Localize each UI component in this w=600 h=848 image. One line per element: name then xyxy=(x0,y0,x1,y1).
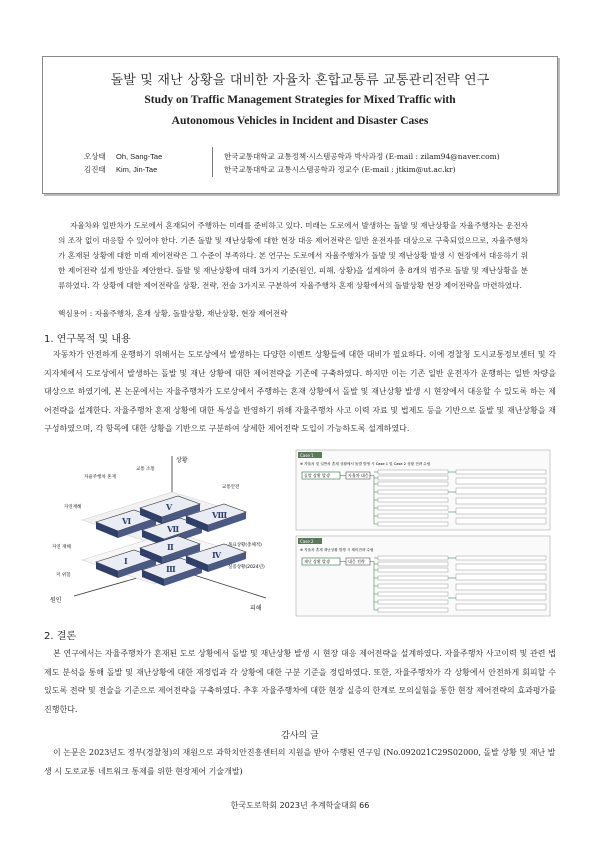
label-safety: 교통안전 xyxy=(222,485,240,490)
axis-situation-label: 상황 xyxy=(176,457,188,464)
axis-damage-label: 피해 xyxy=(250,605,262,612)
case-b-label: Case 2 xyxy=(300,539,314,544)
section-2-heading: 2. 결론 xyxy=(44,631,77,642)
block-5-label: Ⅴ xyxy=(166,502,173,512)
lower-blocks xyxy=(96,536,246,586)
block-8-label: Ⅷ xyxy=(212,510,228,520)
case-b-desc: ※ 자율차 혼재 재난상황 발생 시 제어전략 수립 xyxy=(300,548,374,552)
label-impl: 실증상황(2024년) xyxy=(228,565,265,570)
axis-cause-label: 원인 xyxy=(50,597,62,604)
strategy-flow-figure xyxy=(294,448,552,618)
author-2-name-ko: 김진태 xyxy=(84,165,106,174)
author-divider xyxy=(212,147,213,177)
classification-cube-figure xyxy=(44,448,284,618)
author-1-affiliation: 한국교통대학교 교통정책·시스템공학과 박사과정 (E-mail : zilam94@naver.com) xyxy=(224,152,500,161)
paper-title-korean: 돌발 및 재난 상황을 대비한 자율차 혼합교통류 교통관리전략 연구 xyxy=(110,73,490,88)
section-2-text: 본 연구에서는 자율주행차가 혼재된 도로 상황에서 돌발 및 재난상황 발생 시 현장 대응 제어전략을 설계하였다. 자율주행차 사고이력 및 관련 법제도 분석을 통해 돌발 및 재난상황에 대한 재정립과 각 상황에 대한 구분 기준을 정립하였다. 또한, 자율주행차가 각 상황에서 안전하게 회피할 수 있도록 전략 및 전술을 기준으로 제어전략을 구축하였다. 추후 자율주행차에 대한 현장 실증의 한계로 모의실험을 통한 현장 제어전략의 효과평가를 진행한다. xyxy=(44,649,556,714)
author-2-affiliation: 한국교통대학교 교통시스템공학과 정교수 (E-mail : jtkim@ut.ac.kr) xyxy=(224,165,456,174)
block-4-label: Ⅳ xyxy=(212,550,222,560)
page-footer: 한국도로학회 2023년 추계학술대회 66 xyxy=(230,801,370,810)
section-2-body xyxy=(44,645,556,719)
node-a2-label: 자율차 대응 xyxy=(348,473,369,478)
case-a-label: Case 1 xyxy=(300,453,314,458)
block-2-label: Ⅱ xyxy=(167,542,174,552)
label-autonomy: 자율주행차 혼재 xyxy=(84,475,116,480)
block-7-label: Ⅶ xyxy=(167,524,180,534)
section-1-heading: 1. 연구목적 및 내용 xyxy=(44,334,131,345)
abstract-text: 자율차와 일반차가 도로에서 혼재되어 주행하는 미래를 준비하고 있다. 미래는 도로에서 발생하는 돌발 및 재난상황을 자율주행차는 운전자의 조작 없이 대응할 수 있어야 한다. 기존 돌발 및 재난상황에 대한 현장 대응 제어전략은 일반 운전자를 대상으로 구축되었으므로, 자율주행차가 혼재된 상황에 대한 미래 제어전략은 그 수준이 부족하다. 본 연구는 도로에서 자율주행차가 돌발 및 재난상황 발생 시 현장에서 대응하기 위한 제어전략 설계 방안을 제안한다. 돌발 및 재난상황에 대해 3가지 기준(원인, 피해, 상황)을 설계하여 총 8개의 범주로 돌발 및 재난상황을 분류하였다. 각 상황에 대한 제어전략을 상황, 전략, 전술 3가지로 구분하여 자율주행차 혼재 상황에서의 돌발상황 현장 제어전략을 마련하였다. xyxy=(58,221,528,290)
abstract xyxy=(58,218,528,293)
paper-title-english-line1: Study on Traffic Management Strategies for Mixed Traffic with xyxy=(144,94,456,106)
acknowledgement-heading: 감사의 글 xyxy=(281,731,319,741)
author-2-name-en: Kim, Jin-Tae xyxy=(116,165,158,174)
author-1-name-en: Oh, Sang-Tae xyxy=(116,152,163,161)
section-1-body xyxy=(44,346,556,439)
label-flow: 교통 소통 xyxy=(136,467,155,472)
node-b1-label: 재난 상황 발생 xyxy=(304,559,330,564)
block-6-label: Ⅵ xyxy=(122,516,132,526)
block-3-label: Ⅲ xyxy=(166,564,176,574)
case-a-desc: ※ 자율차 및 일반차 혼재 상황에서 돌발 발생 시 Case 1 및 Case 2 상황 전략 수립 xyxy=(300,462,431,466)
paper-title-english-line2: Autonomous Vehicles in Incident and Disaster Cases xyxy=(171,115,429,127)
section-1-text: 자동차가 안전하게 운행하기 위해서는 도로상에서 발생하는 다양한 이벤트 상황들에 대한 대비가 필요하다. 이에 경찰청 도시교통정보센터 및 각 지자체에서 도로상에서 발생하는 돌발 및 재난 상황에 대한 제어전략을 기존에 구축하였다. 하지만 이는 기존 일반 운전자가 운행하는 일반 차량을 대상으로 하였기에, 본 논문에서는 자율주행차가 도로상에서 주행하는 혼재 상황에서 돌발 및 재난상황 발생 시 현장에서 대응할 수 있도록 하는 제어전략을 설계한다. 자율주행차 혼재 상황에 대한 특성을 반영하기 위해 자율주행차 사고 이력 자료 및 법제도 등을 기반으로 돌발 및 재난상황을 재구성하였으며, 각 항목에 대한 상황을 기반으로 구분하여 상세한 제어전략 도입이 가능하도록 설계하였다. xyxy=(44,350,556,433)
label-target: 목표상황(총체적) xyxy=(228,543,262,548)
node-a1-label: 돌발 상황 발생 xyxy=(304,473,330,478)
author-1-name-ko: 오상태 xyxy=(84,152,106,161)
node-b2-label: 대응 전략 xyxy=(348,559,365,564)
block-1-label: Ⅰ xyxy=(124,556,128,566)
label-nature: 자연 재해 xyxy=(52,545,71,550)
label-disaster: 자연재해 xyxy=(64,505,82,510)
acknowledgement-text: 이 논문은 2023년도 정부(경찰청)의 재원으로 과학치안진흥센터의 지원을 받아 수행된 연구임 (No.092021C29S02000, 돌발 상황 및 재난 발생 시 도로교통 네트워크 통제를 위한 현장제어 기술개발) xyxy=(44,748,556,776)
label-risk-low: 저 위험 xyxy=(56,573,71,578)
keywords: 핵심용어 : 자율주행차, 혼재 상황, 돌발상황, 재난상황, 현장 제어전략 xyxy=(58,309,288,318)
